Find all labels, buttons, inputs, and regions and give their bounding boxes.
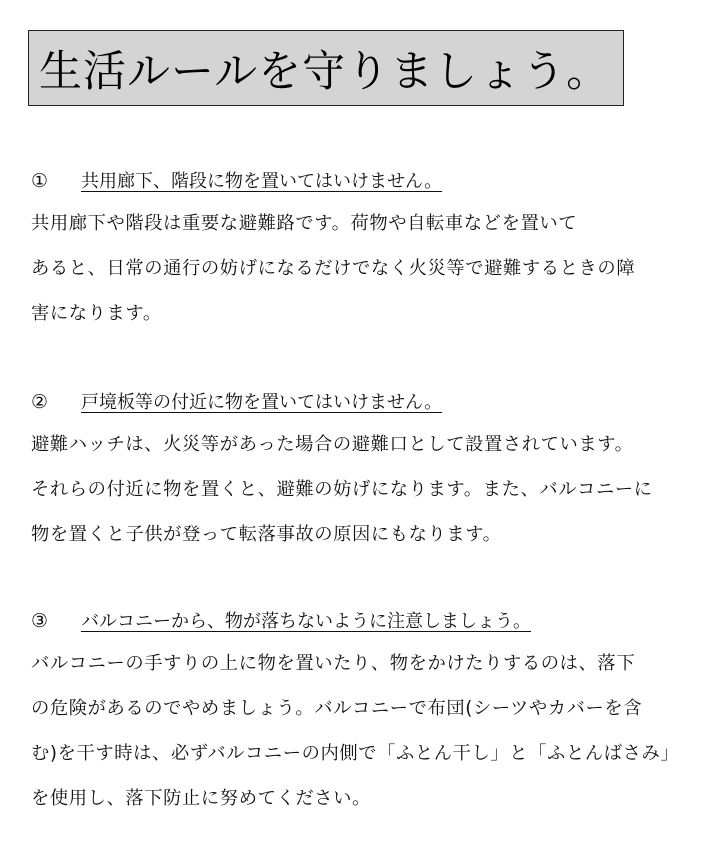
body-line: む)を干す時は、必ずバルコニーの内側で「ふとん干し」と「ふとんばさみ」	[31, 743, 680, 764]
body-line: の危険があるのでやめましょう。バルコニーで布団(シーツやカバーを含	[31, 698, 643, 719]
rule-number-3: ③	[31, 610, 49, 632]
rule-number-2: ②	[31, 391, 49, 413]
page-title: 生活ルールを守りましょう。	[39, 46, 611, 97]
rule-heading-text-2: 戸境板等の付近に物を置いてはいけません。	[81, 392, 443, 413]
rule-section-1	[31, 167, 691, 336]
body-line: あると、日常の通行の妨げになるだけでなく火災等で避難するときの障	[31, 258, 636, 279]
body-line: それらの付近に物を置くと、避難の妨げになります。また、バルコニーに	[31, 479, 653, 500]
body-line: バルコニーの手すりの上に物を置いたり、物をかけたりするのは、落下	[31, 653, 636, 674]
rule-number-1: ①	[31, 170, 49, 192]
rule-heading-text-3: バルコニーから、物が落ちないように注意しましょう。	[81, 611, 531, 632]
rule-heading-text-1: 共用廊下、階段に物を置いてはいけません。	[81, 171, 443, 192]
rule-heading-2	[31, 388, 691, 418]
rule-body-2	[31, 422, 691, 557]
rule-heading-1	[31, 167, 691, 197]
body-line: 共用廊下や階段は重要な避難路です。荷物や自転車などを置いて	[31, 213, 578, 234]
rule-body-3	[31, 641, 691, 821]
title-box	[28, 30, 624, 106]
body-line: 害になります。	[31, 303, 162, 324]
body-line: 避難ハッチは、火災等があった場合の避難口として設置されています。	[31, 434, 634, 455]
rule-heading-3	[31, 607, 691, 637]
rule-section-2	[31, 388, 691, 557]
body-line: を使用し、落下防止に努めてください。	[31, 788, 371, 809]
body-line: 物を置くと子供が登って転落事故の原因にもなります。	[31, 524, 502, 545]
rule-section-3	[31, 607, 691, 821]
rule-body-1	[31, 201, 691, 336]
